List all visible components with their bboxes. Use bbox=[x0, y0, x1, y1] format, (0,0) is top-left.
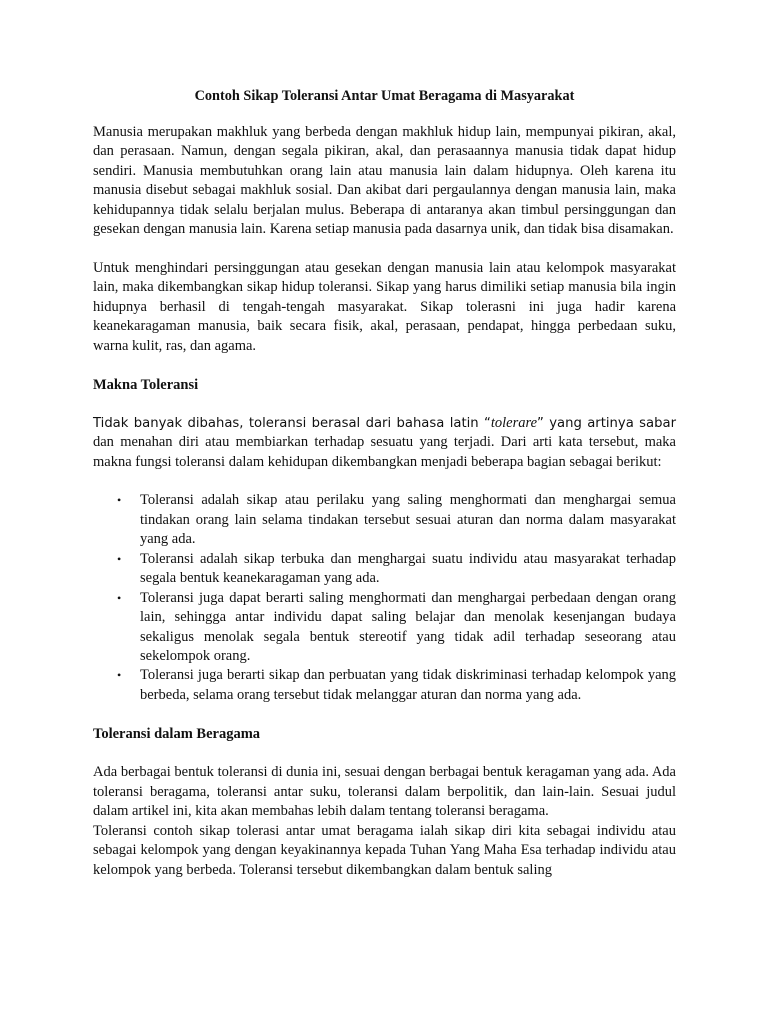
bullet-icon: • bbox=[117, 668, 122, 683]
bullet-icon: • bbox=[117, 551, 122, 566]
heading-toleransi-beragama: Toleransi dalam Beragama bbox=[93, 726, 261, 743]
bullet-icon: • bbox=[117, 493, 122, 508]
list-item bbox=[117, 550, 676, 589]
toleransi-meaning-list bbox=[93, 491, 676, 705]
latin-origin-text: Tidak banyak dibahas, toleransi berasal dari bahasa latin “ bbox=[93, 415, 491, 431]
paragraph-religious-tolerance: Toleransi contoh sikap tolerasi antar umat beragama ialah sikap diri kita sebagai individu atau sebagai kelompok yang dengan keyakinannya kepada Tuhan Yang Maha Esa terhadap individu atau kelompok yang berbeda. Toleransi tersebut dikembangkan dalam bentuk saling bbox=[93, 822, 676, 878]
list-item-text: Toleransi adalah sikap terbuka dan menghargai suatu individu atau masyarakat terhadap segala bentuk keanekaragaman yang ada. bbox=[140, 550, 676, 587]
paragraph-intro: Manusia merupakan makhluk yang berbeda dengan makhluk hidup lain, mempunyai pikiran, akal, dan perasaan. Namun, dengan segala pikiran, akal, dan perasaannya manusia tidak dapat hidup sendiri. Manusia membutuhkan orang lain atau manusia lain dalam hidupnya. Oleh karena itu manusia disebut sebagai makhluk sosial. Dan akibat dari pergaulannya dengan manusia lain, maka kehidupannya tidak selalu berjalan mulus. Beberapa di antaranya akan timbul persinggungan dan gesekan dengan manusia lain. Karena setiap manusia pada dasarnya unik, dan tidak bisa disamakan. bbox=[93, 124, 676, 238]
list-item bbox=[117, 666, 676, 705]
latin-word: tolerare bbox=[490, 414, 538, 431]
list-item-text: Toleransi juga dapat berarti saling menghormati dan menghargai perbedaan dengan orang lain, sehingga antar individu dapat saling belajar dan menolak kesenjangan budaya sekaligus menolak segala bentuk stereotif yang tidak adil terhadap seseorang atau sekelompok orang. bbox=[140, 589, 676, 664]
list-item-text: Toleransi juga berarti sikap dan perbuatan yang tidak diskriminasi terhadap kelompok yang berbeda, selama orang tersebut tidak melanggar aturan dan norma yang ada. bbox=[140, 667, 676, 703]
latin-meaning-text: ” yang artinya sabar bbox=[537, 415, 676, 431]
paragraph-forms-of-tolerance: Ada berbagai bentuk toleransi di dunia ini, sesuai dengan berbagai bentuk keragaman yang ada. Ada toleransi beragama, toleransi antar suku, toleransi dalam berpolitik, dan lain-lain. Sesuai judul dalam artikel ini, kita akan membahas lebih dalam tentang toleransi beragama. bbox=[93, 764, 676, 820]
document-title: Contoh Sikap Toleransi Antar Umat Beragama di Masyarakat bbox=[194, 88, 575, 104]
paragraph-latin-continuation: dan menahan diri atau membiarkan terhadap sesuatu yang terjadi. Dari arti kata tersebut, maka makna fungsi toleransi dalam kehidupan dikembangkan menjadi beberapa bagian sebagai berikut: bbox=[93, 434, 676, 470]
bullet-icon: • bbox=[117, 590, 122, 605]
list-item-text: Toleransi adalah sikap atau perilaku yang saling menghormati dan menghargai semua tindakan orang lain selama tindakan tersebut sesuai aturan dan norma dalam masyarakat yang ada. bbox=[140, 492, 676, 548]
heading-makna-toleransi: Makna Toleransi bbox=[93, 376, 199, 393]
list-item bbox=[117, 491, 676, 549]
paragraph-avoid-friction: Untuk menghindari persinggungan atau gesekan dengan manusia lain atau kelompok masyarakat lain, maka dikembangkan sikap hidup toleransi. Sikap yang harus dimiliki setiap manusia bila ingin hidupnya berhasil di tengah-tengah masyarakat. Sikap tolerasni ini juga hadir karena keanekaragaman manusia, baik secara fisik, akal, perasaan, pendapat, hingga perbedaan suku, warna kulit, ras, dan agama. bbox=[93, 259, 676, 354]
paragraph-latin-origin bbox=[93, 414, 676, 472]
list-item bbox=[117, 589, 676, 667]
